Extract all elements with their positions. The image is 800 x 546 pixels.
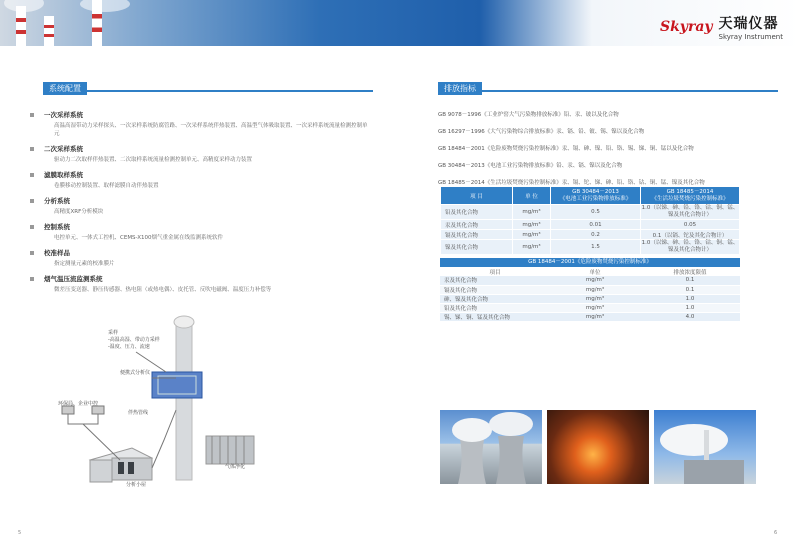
table-cell: 镍及其化合物 [441,240,513,255]
config-item-desc: 微差压变送器、静压传感器、热电阻（或热电偶）、皮托管、反吹电磁阀、温度压力补偿等 [54,287,272,293]
brand-mark: Skyray [660,19,713,35]
table-row [440,276,740,285]
standard-item: GB 30484－2013《电池工业污染物排放标准》铅、汞、镉、镍以及化合物 [438,163,623,169]
emission-table-2-title: GB 18484－2001《危险废物焚烧污染控制标准》 [440,258,740,267]
brand-name-cn: 天瑞仪器 [718,16,779,32]
table-cell: 1.0 [640,294,740,303]
config-item-title: 控制系统 [44,223,70,231]
config-item-desc: 电控单元、一体式工控机、CEMS-X100烟气重金属在线监测系统软件 [54,235,224,241]
table-cell: 1.0（以锑、砷、铅、铬、钴、铜、锰、镍及其化合物计） [641,205,739,218]
table-cell: 0.1（以镉、铊及其化合物计） [641,230,740,240]
standard-item: GB 18485－2014《生活垃圾焚烧污染控制标准》汞、镉、铊、锑、砷、铅、铬、钴、铜、锰、镍及其化合物 [438,180,705,186]
table-cell: mg/m³ [550,312,640,321]
table-header: GB 18485－2014 《生活垃圾焚烧污染控制标准》 [641,187,740,205]
config-list [30,110,370,300]
bullet-icon [30,113,34,117]
bullet-icon [30,277,34,281]
config-item-desc: 高精度XRF分析模块 [54,209,104,215]
emission-table-2 [440,267,740,322]
table-row [441,240,740,255]
config-item [30,248,370,268]
table-cell: 铅及其化合物 [440,303,550,312]
system-diagram [40,300,340,500]
table-cell: 镉及其化合物 [441,230,513,240]
config-item-title: 烟气温压流监测系统 [44,275,103,283]
page-number-left: 5 [18,530,22,536]
section-title-emission: 排放指标 [438,82,482,95]
brand-logo [660,13,783,41]
table-cell: 1.0 [640,303,740,312]
table-cell: 镉及其化合物 [440,285,550,294]
config-item-desc: 驱动力二次取样伴热装置、二次取样系统流量检测控制单元、高精度采样动力装置 [54,157,253,163]
smoke-image [80,0,130,12]
config-item-title: 分析系统 [44,197,70,205]
table-cell: mg/m³ [550,294,640,303]
chimney-image [16,6,26,46]
table-row [440,303,740,312]
table-cell: 1.5 [551,240,641,255]
config-item [30,222,370,242]
diagram-label-room: 分析小屋 [126,482,147,488]
config-item [30,110,370,138]
table-cell: mg/m³ [550,303,640,312]
table-header: 单位 [550,267,640,276]
config-item [30,144,370,164]
table-cell: mg/m³ [550,285,640,294]
config-item-title: 校准样品 [44,249,70,257]
table-cell: 铅及其化合物 [441,205,513,220]
table-cell: 0.01 [551,220,641,230]
config-item [30,274,370,294]
config-item-title: 二次采样系统 [44,145,83,153]
table-row [440,285,740,294]
diagram-label-analyzer: 便携式分析仪 [120,370,151,376]
table-cell: 4.0 [640,312,740,321]
table-cell: 0.5 [551,205,641,220]
table-cell: 1.0（以锑、砷、铅、铬、钴、铜、锰、镍及其化合物计） [641,240,739,253]
table-row [441,220,740,230]
table-cell: 锡、锑、铜、锰及其化合物 [440,312,550,321]
table-header: GB 30484－2013 《电池工业污染物排放标准》 [551,187,641,205]
brand-name-en: Skyray Instrument [718,33,783,41]
table-cell: mg/m³ [513,220,551,230]
table-cell: 0.2 [551,230,641,240]
diagram-label-remote: 环保局、企业中控 [58,401,99,407]
diagram-label-pipe: 伴热管线 [128,410,149,416]
standards-list [438,110,768,195]
table-row [440,312,740,321]
table-cell: mg/m³ [513,205,551,220]
diagram-label-probe: 采样 -高温高湿、带动力采样 -温度、压力、流速 [108,330,160,350]
table-cell: 汞及其化合物 [440,276,550,285]
config-item-desc: 指定测量元素的校准膜片 [54,261,115,267]
table-cell: 0.05 [641,220,740,230]
table-header: 排放浓度限值 [640,267,740,276]
chimney-image [44,16,54,46]
chimney-photo [654,410,756,484]
table-cell: 砷、镍及其化合物 [440,294,550,303]
table-cell: mg/m³ [513,230,551,240]
steel-mill-photo [547,410,649,484]
section-rule [438,90,778,92]
bullet-icon [30,173,34,177]
table-header: 单 位 [513,187,551,205]
diagram-label-purify: 气体净化 [225,464,246,470]
table-header: 项 目 [441,187,513,205]
purifier-image [206,436,254,464]
bullet-icon [30,147,34,151]
emission-table-1 [440,186,740,255]
table-cell: 0.1 [640,285,740,294]
section-title-config: 系统配置 [43,82,87,95]
config-item [30,196,370,216]
config-item-title: 一次采样系统 [44,111,83,119]
stack-image [176,320,192,480]
table-header: 项目 [440,267,550,276]
config-item-desc: 卷膜移动控制装置、取样滤膜自动伴热装置 [54,183,159,189]
table-row [440,294,740,303]
standard-item: GB 16297－1996《大气污染物综合排放标准》汞、镉、铅、铍、锡、镍以及化合物 [438,129,645,135]
config-item-desc: 高温高湿带动力采样探头、一次采样系统防腐管路、一次采样系统伴热装置、高温型气体吸取装置、一次采样系统流量检测控制单元 [54,123,368,137]
bullet-icon [30,251,34,255]
table-cell: mg/m³ [513,240,551,255]
config-item [30,170,370,190]
header-banner [0,0,800,46]
bullet-icon [30,225,34,229]
config-item-title: 滤膜取样系统 [44,171,83,179]
page-number-right: 6 [774,530,778,536]
cooling-tower-photo [440,410,542,484]
standard-item: GB 9078－1996《工业炉窑大气污染物排放标准》铅、汞、铍以及化合物 [438,112,619,118]
smoke-image [4,0,44,12]
table-row [441,230,740,240]
standard-item: GB 18484－2001《危险废物焚烧污染控制标准》汞、镉、砷、镍、铅、铬、锡、锑、铜、锰以及化合物 [438,146,694,152]
table-cell: 汞及其化合物 [441,220,513,230]
bullet-icon [30,199,34,203]
table-cell: mg/m³ [550,276,640,285]
section-rule [43,90,373,92]
table-row [441,205,740,220]
table-cell: 0.1 [640,276,740,285]
